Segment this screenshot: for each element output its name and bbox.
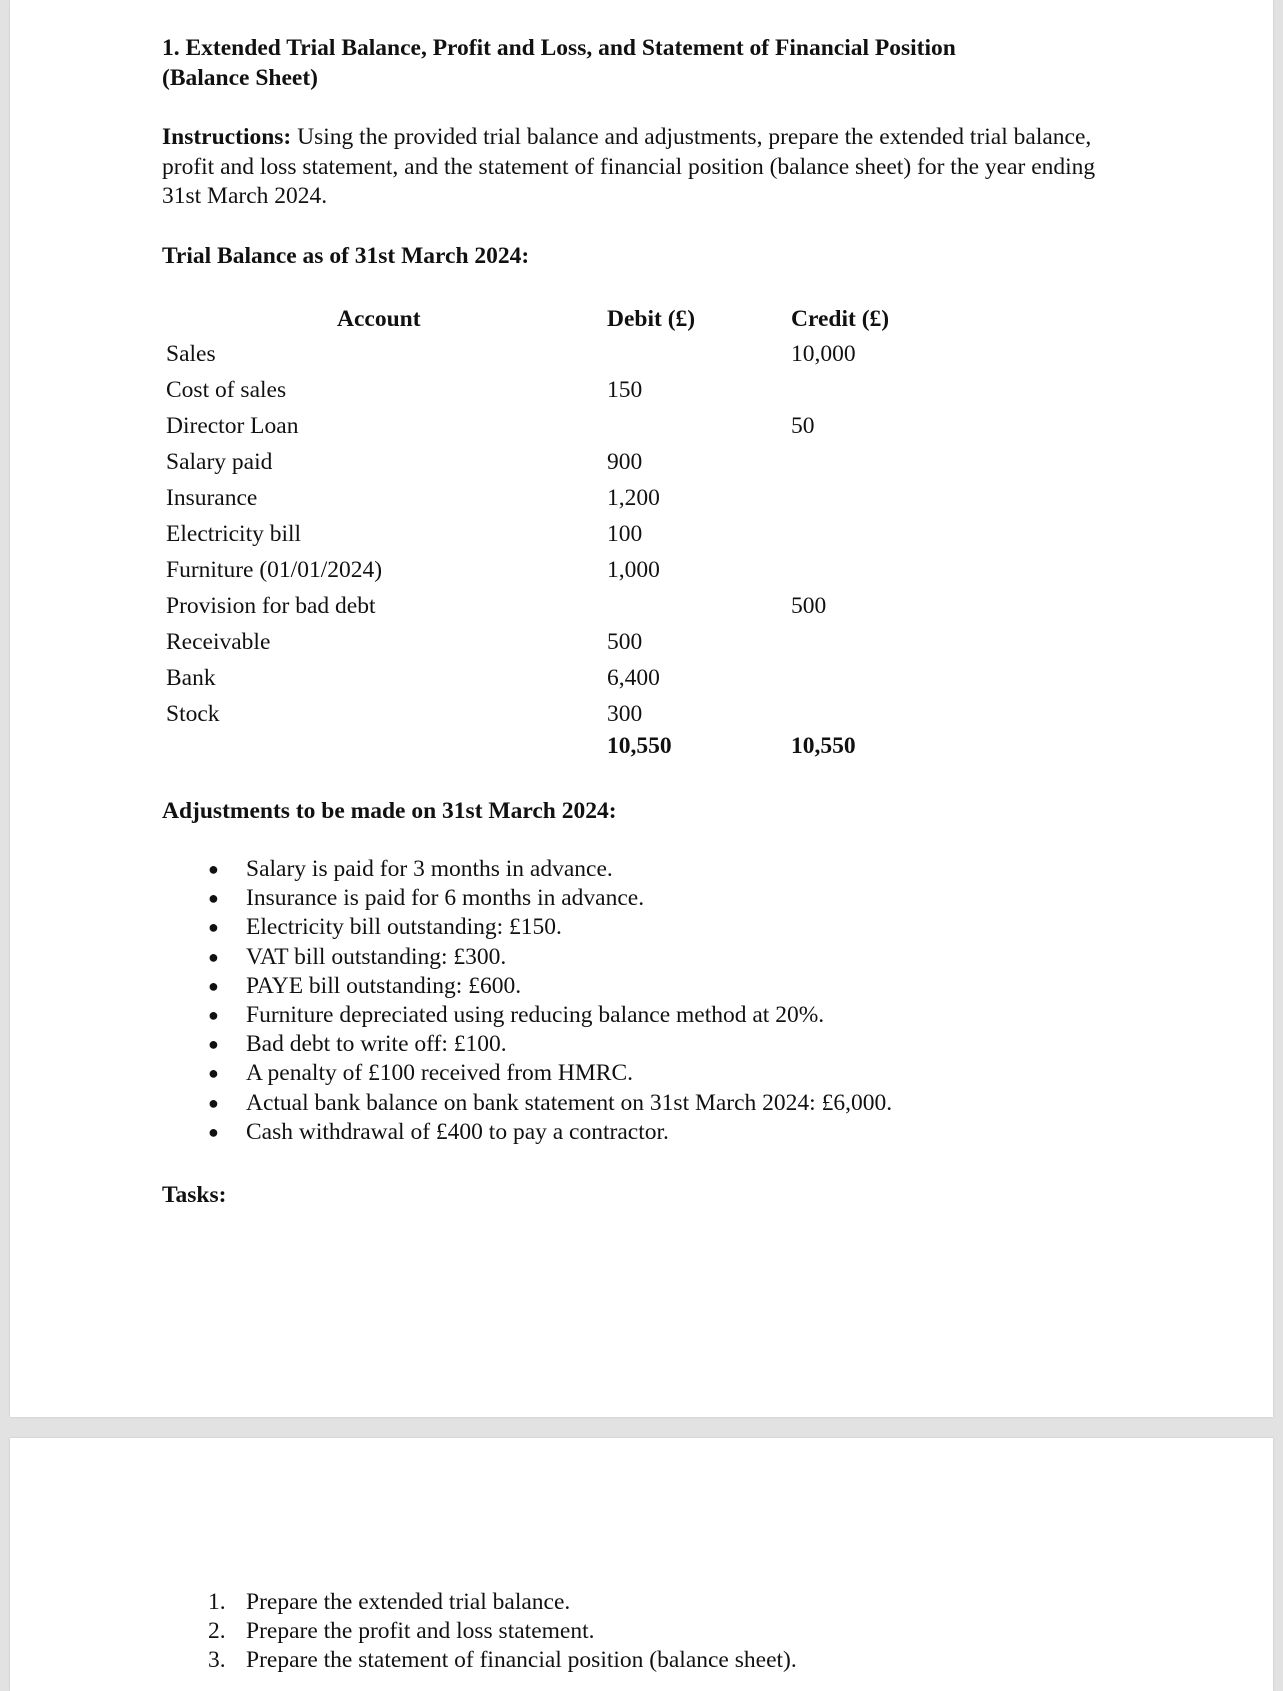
bullet-icon: ●: [208, 859, 219, 879]
list-item: [162, 943, 892, 972]
bullet-icon: ●: [208, 1034, 219, 1055]
debit-cell: 900: [607, 449, 643, 475]
document-heading: [162, 34, 1162, 93]
column-header-account: Account: [337, 306, 421, 332]
adjustment-text: Electricity bill outstanding: £150.: [246, 914, 562, 941]
bullet-icon: ●: [208, 946, 219, 967]
account-cell: Cost of sales: [166, 377, 287, 403]
bullet-icon: ●: [208, 1121, 219, 1142]
column-header-credit: Credit (£): [791, 306, 890, 332]
account-cell: Furniture (01/01/2024): [166, 557, 383, 583]
list-item: [162, 884, 892, 913]
adjustment-text: Actual bank balance on bank statement on 31st March 2024: £6,000.: [246, 1089, 893, 1116]
debit-cell: 6,400: [607, 665, 660, 691]
document-page-2: [10, 1438, 1273, 1691]
adjustments-list: [162, 855, 892, 1147]
list-item: [162, 972, 892, 1001]
task-number: 3.: [208, 1647, 226, 1674]
bullet-icon: ●: [208, 1092, 219, 1113]
adjustment-text: Bad debt to write off: £100.: [246, 1031, 507, 1058]
instructions-label: Instructions:: [162, 124, 292, 150]
table-row: [10, 516, 1273, 552]
table-row: [10, 372, 1273, 408]
list-item: [162, 913, 892, 942]
table-row: [10, 480, 1273, 516]
table-row: [10, 408, 1273, 444]
adjustment-text: PAYE bill outstanding: £600.: [246, 972, 522, 999]
list-item: [162, 1617, 797, 1646]
adjustment-text: A penalty of £100 received from HMRC.: [246, 1060, 634, 1087]
debit-cell: 1,000: [607, 557, 660, 583]
adjustments-title: Adjustments to be made on 31st March 2024:: [162, 798, 617, 824]
adjustment-text: Insurance is paid for 6 months in advance.: [246, 885, 645, 912]
account-cell: Receivable: [166, 629, 271, 655]
debit-cell: 300: [607, 701, 643, 727]
table-row: [10, 588, 1273, 624]
list-item: [162, 855, 892, 884]
task-text: Prepare the extended trial balance.: [246, 1589, 571, 1615]
table-row: [10, 660, 1273, 696]
credit-cell: 50: [791, 413, 815, 439]
totals-row: [10, 731, 1273, 761]
list-item: [162, 1089, 892, 1118]
table-row: [10, 444, 1273, 480]
task-number: 2.: [208, 1618, 226, 1645]
account-cell: Sales: [166, 341, 216, 367]
list-item: [162, 1588, 797, 1617]
heading-line-1: 1. Extended Trial Balance, Profit and Loss, and Statement of Financial Position: [162, 35, 956, 61]
tasks-title: Tasks:: [162, 1182, 227, 1208]
list-item: [162, 1646, 797, 1675]
bullet-icon: ●: [208, 888, 219, 909]
adjustment-text: VAT bill outstanding: £300.: [246, 943, 507, 970]
credit-cell: 500: [791, 593, 827, 619]
list-item: [162, 1118, 892, 1147]
account-cell: Bank: [166, 665, 216, 691]
adjustment-text: Furniture depreciated using reducing balance method at 20%.: [246, 1002, 825, 1029]
table-row: [10, 336, 1273, 372]
heading-line-2: (Balance Sheet): [162, 64, 318, 91]
debit-cell: 100: [607, 521, 643, 547]
bullet-icon: ●: [208, 1063, 219, 1084]
trial-balance-title: Trial Balance as of 31st March 2024:: [162, 243, 530, 269]
account-cell: Provision for bad debt: [166, 593, 376, 619]
adjustment-text: Cash withdrawal of £400 to pay a contractor.: [246, 1118, 669, 1145]
account-cell: Insurance: [166, 485, 258, 511]
column-header-debit: Debit (£): [607, 306, 696, 332]
debit-cell: 150: [607, 377, 643, 403]
debit-cell: 1,200: [607, 485, 660, 511]
instructions-paragraph: [162, 123, 1122, 212]
table-row: [10, 696, 1273, 732]
table-row: [10, 552, 1273, 588]
account-cell: Electricity bill: [166, 521, 302, 547]
bullet-icon: ●: [208, 975, 219, 996]
adjustment-text: Salary is paid for 3 months in advance.: [246, 856, 613, 882]
document-page-1: [10, 0, 1273, 1417]
total-credit: 10,550: [791, 733, 856, 759]
bullet-icon: ●: [208, 1005, 219, 1026]
task-text: Prepare the profit and loss statement.: [246, 1618, 595, 1645]
list-item: [162, 1030, 892, 1059]
credit-cell: 10,000: [791, 341, 856, 367]
task-number: 1.: [208, 1589, 226, 1615]
instructions-text: Using the provided trial balance and adjustments, prepare the extended trial balance, profit and loss statement, and the statement of financial position (balance sheet) for the year ending 31st March 2024.: [162, 124, 1096, 209]
tasks-list: [162, 1588, 797, 1676]
account-cell: Director Loan: [166, 413, 299, 439]
task-text: Prepare the statement of financial position (balance sheet).: [246, 1647, 797, 1674]
debit-cell: 500: [607, 629, 643, 655]
bullet-icon: ●: [208, 917, 219, 938]
account-cell: Salary paid: [166, 449, 273, 475]
account-cell: Stock: [166, 701, 220, 727]
total-debit: 10,550: [607, 733, 672, 759]
table-row: [10, 624, 1273, 660]
list-item: [162, 1059, 892, 1088]
list-item: [162, 1001, 892, 1030]
